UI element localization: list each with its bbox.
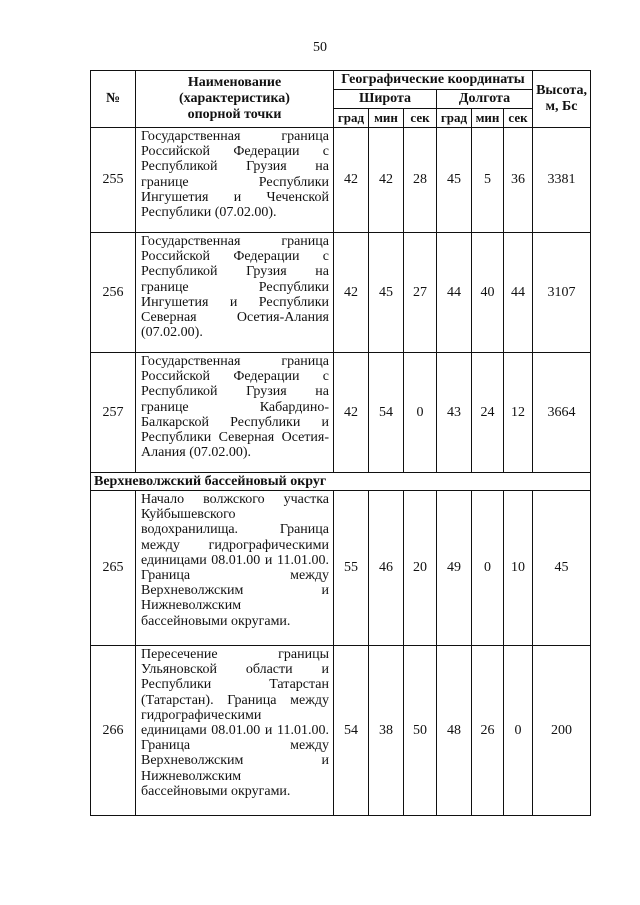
lon-min: 24 [472,353,504,473]
row-desc: Пересечение границы Ульяновской области и Республики Татарстан (Татарстан). Граница между гидрографическими единицами 08.01.00 и 11.01.00. Граница между Верхневолжским и Нижневолжским бассейновыми округами. [136,646,334,816]
lon-min: 26 [472,646,504,816]
header-name-line: опорной точки [187,107,282,122]
lon-deg: 48 [437,646,472,816]
lat-sec: 27 [404,233,437,353]
table-row [91,353,591,473]
row-num: 265 [91,491,136,646]
lon-sec: 36 [504,128,533,233]
lon-sec: 0 [504,646,533,816]
section-title: Верхневолжский бассейновый округ [91,473,591,491]
height: 45 [533,491,591,646]
header-unit: град [334,109,369,128]
lat-deg: 42 [334,128,369,233]
lat-min: 46 [369,491,404,646]
height: 200 [533,646,591,816]
lat-min: 38 [369,646,404,816]
lat-deg: 42 [334,353,369,473]
lat-min: 54 [369,353,404,473]
header-name-line: (характеристика) [179,91,290,106]
lon-min: 0 [472,491,504,646]
lat-deg: 55 [334,491,369,646]
lon-sec: 12 [504,353,533,473]
header-num: № [91,71,136,128]
row-desc: Государственная граница Российской Федерации с Республикой Грузия на границе Кабардино-Балкарской Республики и Республики Северная Осетия-Алания (07.02.00). [136,353,334,473]
row-desc: Начало волжского участка Куйбышевского водохранилища. Граница между гидрографическими единицами 08.01.00 и 11.01.00. Граница между Верхневолжским и Нижневолжским бассейновыми округами. [136,491,334,646]
height: 3664 [533,353,591,473]
header-height-line: Высота, [536,83,587,98]
header-geo: Географические координаты [334,71,533,90]
lon-sec: 44 [504,233,533,353]
page-number: 50 [313,40,327,55]
header-name-line: Наименование [187,75,282,90]
header-height [533,71,591,128]
lat-deg: 42 [334,233,369,353]
lon-min: 5 [472,128,504,233]
row-desc: Государственная граница Российской Федерации с Республикой Грузия на границе Республики Ингушетия и Республики Северная Осетия-Алания (07.02.00). [136,233,334,353]
header-unit: сек [404,109,437,128]
lon-deg: 43 [437,353,472,473]
header-unit: сек [504,109,533,128]
header-height-line: м, Бс [545,99,578,114]
lon-min: 40 [472,233,504,353]
row-num: 255 [91,128,136,233]
height: 3381 [533,128,591,233]
lat-min: 42 [369,128,404,233]
lon-deg: 44 [437,233,472,353]
header-unit: град [437,109,472,128]
lon-deg: 45 [437,128,472,233]
header-unit: мин [472,109,504,128]
table-row [91,128,591,233]
header-unit: мин [369,109,404,128]
lat-sec: 28 [404,128,437,233]
header-latitude: Широта [334,90,437,109]
lat-sec: 0 [404,353,437,473]
section-row [91,473,591,491]
lat-sec: 50 [404,646,437,816]
lon-sec: 10 [504,491,533,646]
row-num: 256 [91,233,136,353]
lat-sec: 20 [404,491,437,646]
header-name [136,71,334,128]
lat-min: 45 [369,233,404,353]
height: 3107 [533,233,591,353]
table-row [91,491,591,646]
header-longitude: Долгота [437,90,533,109]
reference-points-table [90,70,591,816]
lat-deg: 54 [334,646,369,816]
row-num: 257 [91,353,136,473]
row-desc: Государственная граница Российской Федерации с Республикой Грузия на границе Республики Ингушетия и Чеченской Республики (07.02.00). [136,128,334,233]
row-num: 266 [91,646,136,816]
table-row [91,646,591,816]
lon-deg: 49 [437,491,472,646]
table-row [91,233,591,353]
